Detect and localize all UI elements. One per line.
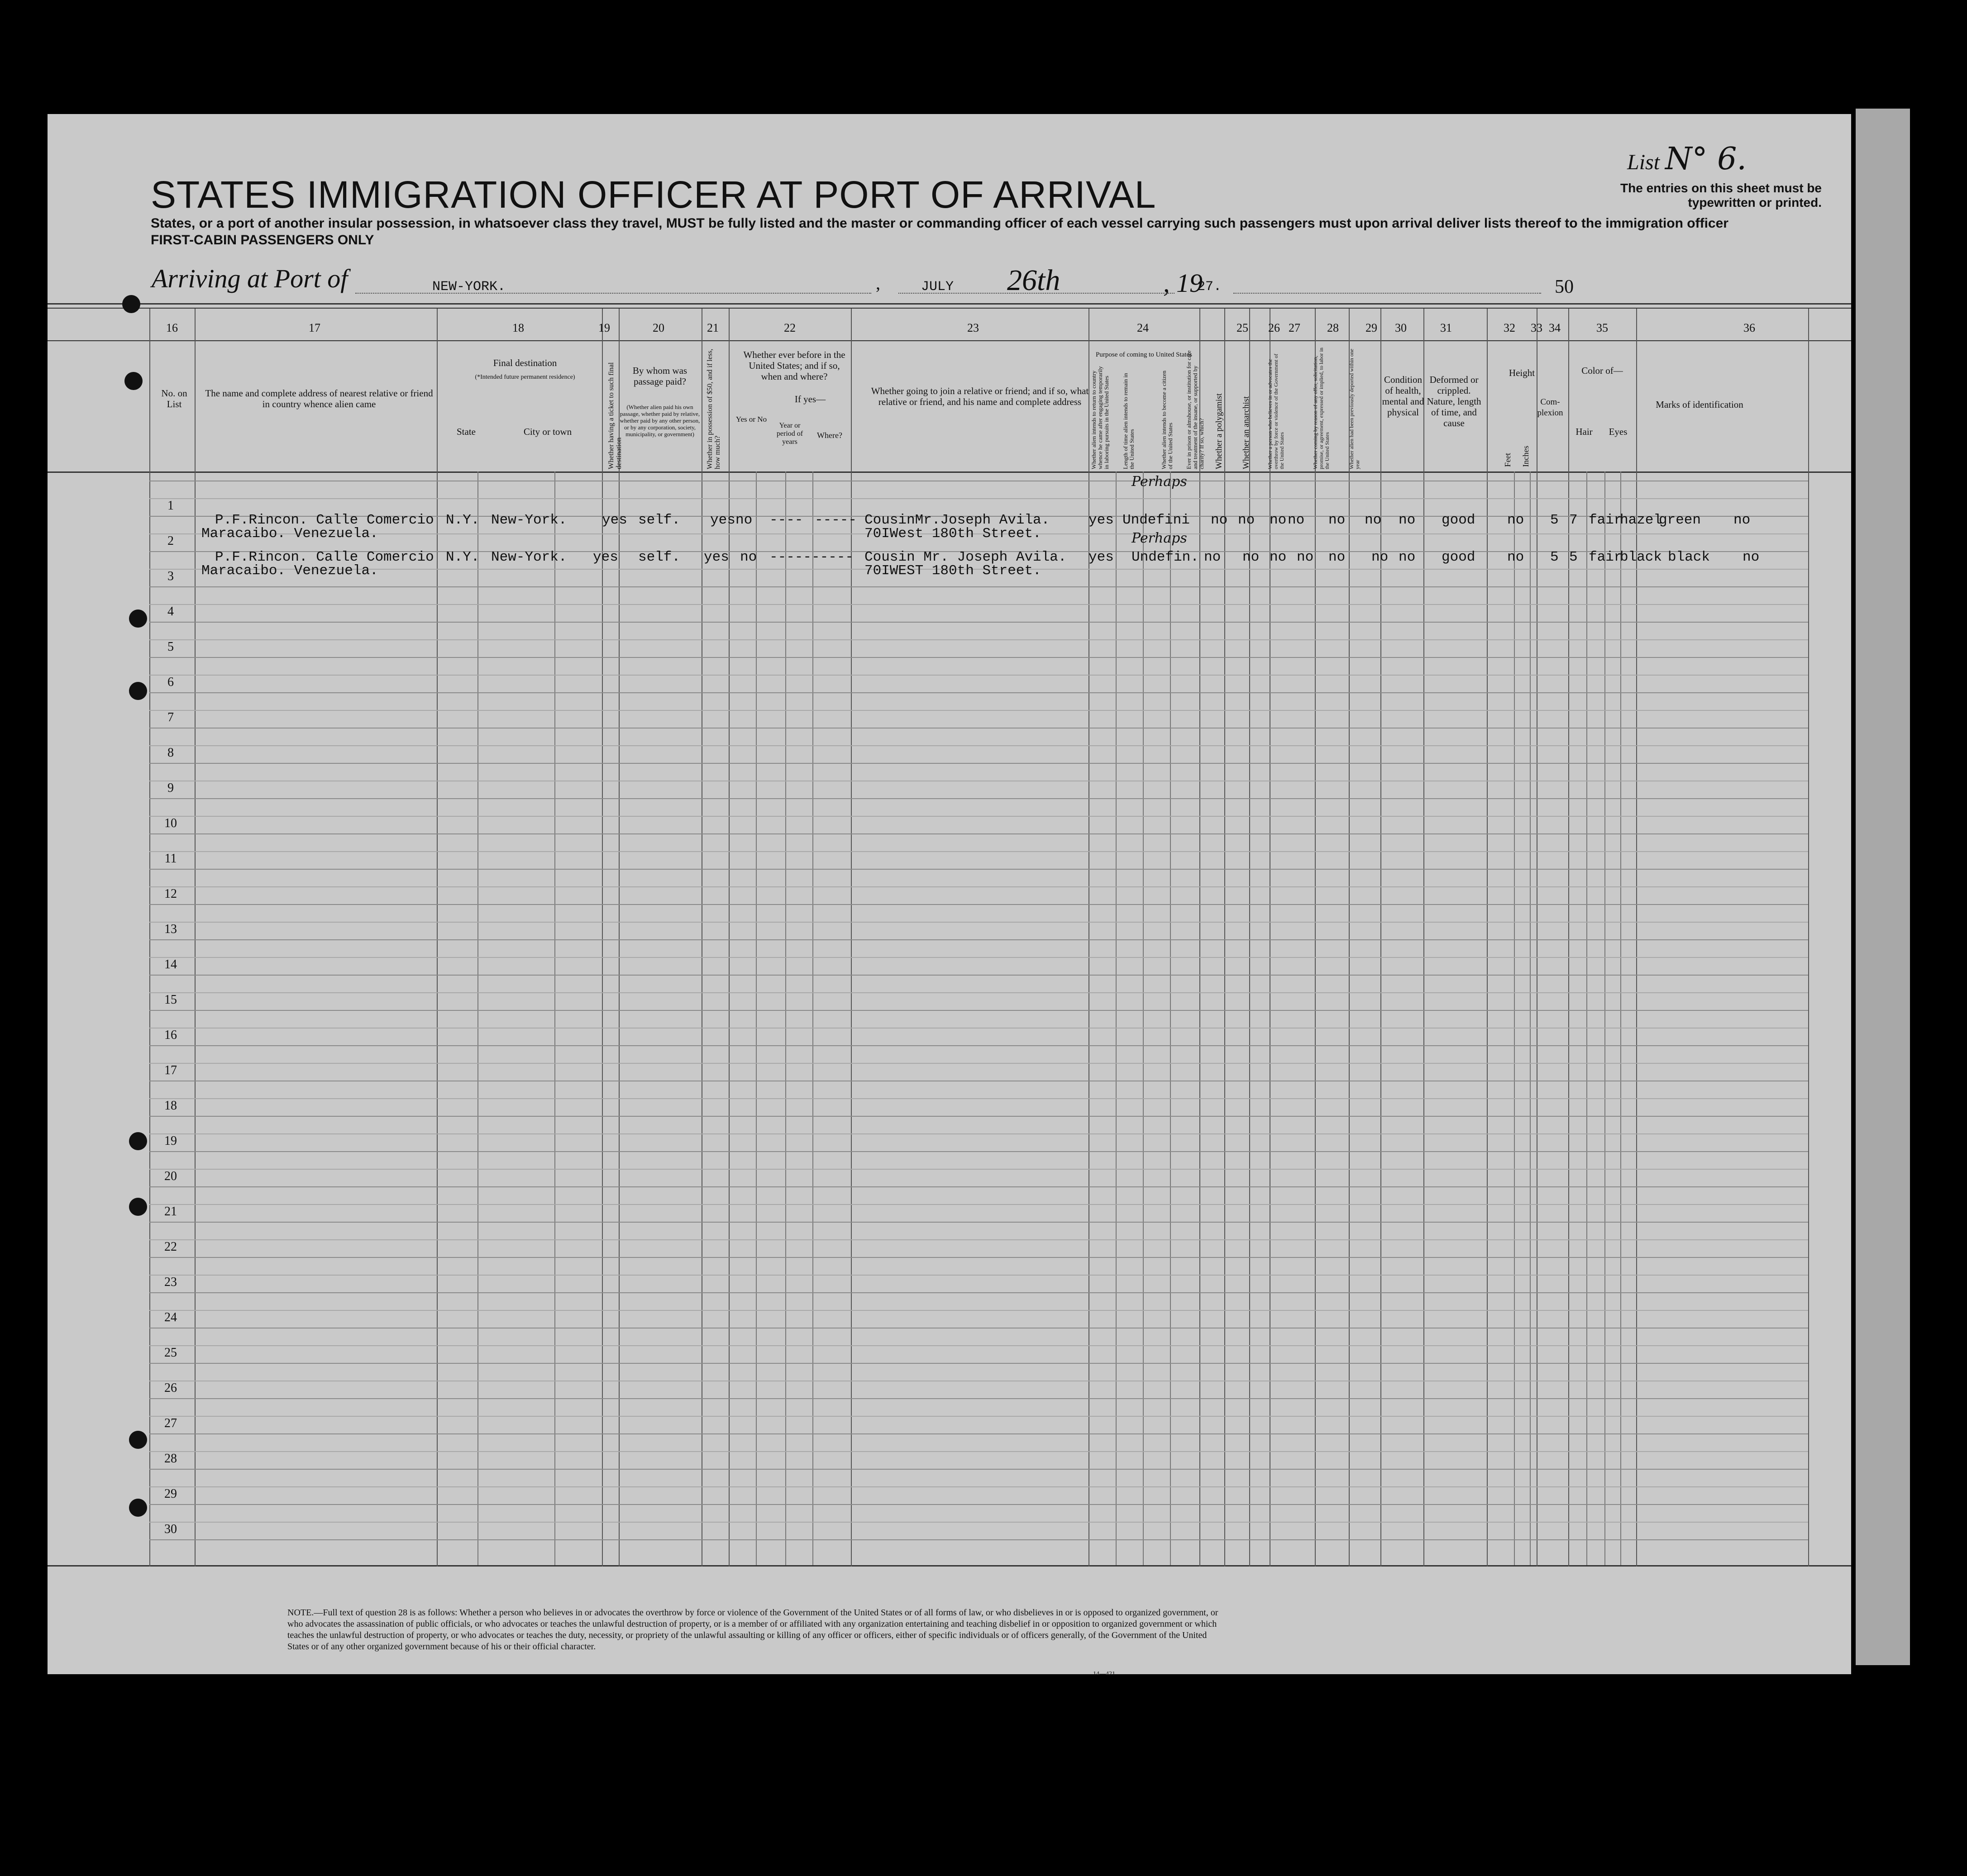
column-number: 32 [1504,321,1515,334]
row-line [149,1504,1808,1505]
column-divider [851,309,852,1567]
relative-address: P.F.Rincon. Calle Comercio [215,549,434,565]
day-value: 26th [1007,264,1060,297]
column-number: 16 [166,321,178,334]
column-divider [1249,309,1250,1567]
header-no-on-list: No. on List [161,388,187,409]
typewritten-notice: The entries on this sheet must be typewritten or printed. [1620,181,1822,210]
punch-hole [129,1499,147,1517]
header-if-yes: If yes— [794,394,826,405]
joining-relative: CousinMr.Joseph Avila. [864,512,1050,528]
row-number: 24 [164,1310,177,1324]
year-prefix: , 19 [1163,268,1203,298]
header-ticket: Whether having a ticket to such final destination [607,362,623,469]
header-passage-paid: By whom was passage paid? [632,365,687,387]
header-purpose-return: Whether alien intends to return to country whence he came after engaging temporarily in laboring pursuits in the United States [1090,366,1110,469]
comma: , [876,273,880,293]
purpose-citizen: no [1204,549,1221,565]
header-deported: Whether alien had been previously deported within one year [1348,348,1361,469]
header-complexion: Com-plexion [1537,397,1563,418]
column-number: 28 [1327,321,1339,334]
page-number: 50 [1555,276,1574,297]
polygamist: no [1270,512,1287,528]
city: New-York. [491,549,567,565]
row-line [149,1222,1808,1223]
row-line [149,1451,1808,1452]
row-number: 21 [164,1205,177,1219]
prison: no [1238,512,1255,528]
row-line [149,1292,1808,1293]
deformed: no [1507,512,1524,528]
row-number: 11 [164,852,177,866]
column-subdivider [812,471,813,1565]
purpose-length: Undefini [1122,512,1190,528]
row-line [149,851,1808,852]
header-year-period: Year or period of years [776,422,803,446]
row-line [149,1363,1808,1364]
column-number: 25 [1237,321,1248,334]
row-number: 29 [164,1487,177,1501]
row-number: 22 [164,1240,177,1254]
punch-hole [122,295,140,313]
row-number: 18 [164,1099,177,1113]
row-number: 1 [167,499,174,513]
column-number: 31 [1440,321,1452,334]
height-inches: 5 [1569,549,1578,565]
column-divider [619,309,620,1567]
header-possession-50: Whether in possession of $50, and if less, how much? [706,348,721,469]
punch-hole [124,372,143,390]
where: ----- [815,512,857,528]
ticket: yes [593,549,618,565]
row-line [149,710,1808,711]
row-number: 7 [167,710,174,724]
row-line [149,1522,1808,1523]
row-line [149,498,1808,499]
column-number: 35 [1596,321,1608,334]
table-bottom-rule [48,1565,1851,1567]
column-subdivider [1143,471,1144,1565]
colnum-rule [48,340,1851,341]
column-divider [1349,309,1350,1567]
column-divider [1568,309,1569,1567]
row-line [149,1345,1808,1346]
header-contract: Whether coming by reason of any offer, solicitation, promise, or agreement, expressed or implied, to labor in the United States [1312,348,1330,469]
header-joining-relative: Whether going to join a relative or friend; and if so, what relative or friend, and his name and complete address [871,386,1089,407]
handwritten-annotation-1: Perhaps [1132,474,1187,490]
header-inches: Inches [1521,446,1530,467]
row-number: 4 [167,605,174,619]
arriving-label: Arriving at Port of [152,264,348,293]
row-line [149,1398,1808,1399]
form-number: 14—421 [1093,1671,1115,1677]
row-number: 26 [164,1381,177,1395]
row-line [149,833,1808,834]
period: ---------- [769,549,854,565]
header-feet: Feet [1503,453,1512,467]
row-line [149,1116,1808,1117]
row-number: 30 [164,1522,177,1536]
handwritten-annotation-2: Perhaps [1132,530,1187,546]
manifest-sheet [48,114,1851,1677]
marks: no [1743,549,1760,565]
contract: no [1365,512,1382,528]
overthrow: no [1328,549,1346,565]
column-number: 26 [1268,321,1280,334]
column-divider [1315,309,1316,1567]
column-subdivider [1116,471,1117,1565]
condition: good [1442,549,1475,565]
column-subdivider [554,471,555,1565]
row-line [149,1275,1808,1276]
row-line [149,745,1808,746]
punch-hole [129,609,147,628]
contract: no [1371,549,1389,565]
row-line [149,1239,1808,1240]
row-line [149,675,1808,676]
row-line [149,1416,1808,1417]
row-line [149,886,1808,887]
row-number: 6 [167,675,174,689]
column-divider [1423,309,1424,1567]
row-line [149,1310,1808,1311]
overthrow: no [1328,512,1346,528]
row-line [149,1486,1808,1487]
joining-relative-address: 70IWest 180th Street. [864,526,1041,542]
passenger-class-label: FIRST-CABIN PASSENGERS ONLY [151,233,374,248]
hair: hazel [1620,512,1662,528]
column-number: 22 [784,321,796,334]
deformed: no [1507,549,1524,565]
column-number: 34 [1549,321,1561,334]
row-line [149,922,1808,923]
column-number: 19 [598,321,610,334]
possession-50: yes [710,512,735,528]
row-line [149,816,1808,817]
row-line [149,1169,1808,1170]
row-number: 13 [164,922,177,936]
deported: no [1399,549,1416,565]
polygamist: no [1270,549,1287,565]
row-line [149,657,1808,658]
row-line [149,1063,1808,1064]
header-deformed: Deformed or crippled. Nature, length of time, and cause [1427,374,1481,429]
port-value: NEW-YORK. [432,279,506,295]
row-line [149,639,1808,640]
row-number: 3 [167,569,174,583]
row-number: 10 [164,816,177,830]
row-line [149,1010,1808,1011]
row-line [149,939,1808,940]
purpose-return: yes [1089,549,1114,565]
list-number [1627,141,1747,177]
header-condition: Condition of health, mental and physical [1382,374,1424,418]
row-line [149,1469,1808,1470]
column-divider [602,309,603,1567]
complexion: fair [1589,512,1623,528]
column-subdivider [1170,471,1171,1565]
height-feet: 5 [1550,549,1559,565]
column-number: 27 [1289,321,1300,334]
city: New-York. [491,512,567,528]
row-line [149,992,1808,993]
prison: no [1242,549,1260,565]
row-line [149,904,1808,905]
header-final-destination-note: (*Intended future permanent residence) [475,374,575,381]
column-number: 23 [967,321,979,334]
trailing-dotted-line [1233,293,1541,294]
column-divider [437,309,438,1567]
purpose-return: yes [1089,512,1114,528]
row-line [149,1133,1808,1134]
row-line [149,1433,1808,1434]
hair: black [1620,549,1662,565]
punch-hole [129,1431,147,1449]
header-final-destination: Final destination [493,357,557,368]
header-overthrow: Whether a person who believes in or advocates the overthrow by force or violence of the Government of the United States [1267,353,1285,469]
before-us: no [735,512,753,528]
row-line [149,1204,1808,1205]
column-divider [1224,309,1225,1567]
height-inches: 7 [1569,512,1578,528]
state: N.Y. [446,512,480,528]
row-line [149,1151,1808,1152]
header-purpose-citizen: Whether alien intends to become a citizen of the United States [1160,370,1174,469]
column-divider [149,309,150,1567]
possession-50: yes [704,549,729,565]
row-number: 14 [164,957,177,971]
relative-address-cont: Maracaibo. Venezuela. [201,563,378,579]
column-subdivider [756,471,757,1565]
header-passage-note: (Whether alien paid his own passage, whether paid by relative, whether paid by any other person, or by any corporation, society, municipality, or government) [620,404,700,438]
row-line [149,763,1808,764]
column-divider [1808,309,1809,1567]
anarchist: no [1288,512,1305,528]
row-number: 27 [164,1416,177,1430]
column-number: 17 [309,321,320,334]
row-line [149,975,1808,976]
marks: no [1733,512,1751,528]
deported: no [1399,512,1416,528]
header-polygamist: Whether a polygamist [1214,393,1224,469]
purpose-length: Undefin. [1132,549,1199,565]
header-relative-country: The name and complete address of nearest relative or friend in country whence alien came [205,388,433,409]
column-number: 21 [707,321,719,334]
year-suffix: 27. [1197,279,1222,295]
row-number: 19 [164,1134,177,1148]
column-subdivider [785,471,786,1565]
row-number: 20 [164,1169,177,1183]
row-line [149,1098,1808,1099]
punch-hole [129,1198,147,1216]
list-value: N° 6. [1665,141,1747,177]
column-subdivider [477,471,478,1565]
header-prison: Ever in prison or almshouse, or institution for care and treatment of the insane, or supported by charity? If so, which? [1185,350,1205,469]
column-number: 33 [1531,321,1542,334]
header-eyes: Eyes [1609,426,1628,437]
before-us: no [740,549,757,565]
row-line [149,957,1808,958]
header-before-us: Whether ever before in the United States; and if so, when and where? [743,349,845,382]
column-number: 24 [1137,321,1149,334]
row-line [149,622,1808,623]
column-number: 30 [1395,321,1407,334]
header-bottom-rule [48,471,1851,473]
column-number: 20 [653,321,664,334]
height-feet: 5 [1550,512,1559,528]
row-number: 28 [164,1452,177,1466]
row-line [149,798,1808,799]
column-number: 29 [1365,321,1377,334]
punch-hole [129,682,147,700]
row-number: 17 [164,1063,177,1077]
row-line [149,692,1808,693]
header-marks: Marks of identification [1656,399,1743,410]
column-divider [1199,309,1200,1567]
paid-by: self. [638,549,681,565]
period: ---- [769,512,803,528]
row-number: 5 [167,640,174,654]
footer-note: NOTE.—Full text of question 28 is as follows: Whether a person who believes in or advocates the overthrow by force or violence of the Government of the United States or of all forms of law, or who disbelieves in or is opposed to organized government, or who advocates the assassination of public officials, or who advocates or teaches the unlawful destruction of property, or is a member of or affiliated with any organization entertaining and teaching disbelief in or opposition to organized government or which teaches the unlawful destruction of property, or who advocates or teaches the duty, necessity, or propriety of the unlawful assaulting or killing of any officer or officers, either of specific individuals or of officers generally, of the Government of the United States or of any other organized government because of his or their official character. [287,1608,1218,1652]
row-number: 2 [167,534,174,548]
header-height: Height [1509,367,1535,378]
header-purpose-length: Length of time alien intends to remain in the United States [1122,373,1135,469]
column-subdivider [1514,471,1515,1565]
row-line [149,1045,1808,1046]
condition: good [1442,512,1475,528]
row-line [149,1257,1808,1258]
row-number: 12 [164,887,177,901]
paid-by: self. [638,512,681,528]
header-anarchist: Whether an anarchist [1241,396,1251,469]
eyes: green [1659,512,1701,528]
header-state: State [457,426,476,437]
purpose-citizen: no [1211,512,1228,528]
joining-relative-address: 70IWEST 180th Street. [864,563,1041,579]
state: N.Y. [446,549,480,565]
adjacent-page-edge [1856,109,1910,1665]
form-title: STATES IMMIGRATION OFFICER AT PORT OF ARRIVAL [151,173,1156,216]
ticket: yes [602,512,627,528]
header-rule-second [48,308,1851,309]
column-number: 18 [512,321,524,334]
column-divider [1487,309,1488,1567]
header-yes-or-no: Yes or No [735,415,767,424]
header-city: City or town [523,426,572,437]
form-subtitle: States, or a port of another insular possession, in whatsoever class they travel, MUST be fully listed and the master or commanding officer of each vessel carrying such passengers must upon arrival deliver lists thereof to the immigration officer [151,216,1728,231]
header-where: Where? [817,431,842,440]
list-label: List [1627,150,1660,174]
column-subdivider [1586,471,1587,1565]
row-line [149,1186,1808,1187]
anarchist: no [1297,549,1314,565]
row-line [149,869,1808,870]
column-divider [195,309,196,1567]
relative-address-cont: Maracaibo. Venezuela. [201,526,378,542]
header-rule-top [48,303,1851,305]
column-divider [1636,309,1637,1567]
column-number: 36 [1743,321,1755,334]
relative-address: P.F.Rincon. Calle Comercio [215,512,434,528]
row-number: 25 [164,1346,177,1360]
column-subdivider [1604,471,1605,1565]
column-subdivider [1530,471,1531,1565]
row-line [149,1539,1808,1540]
header-hair: Hair [1576,426,1593,437]
row-line [149,604,1808,605]
header-purpose: Purpose of coming to United States [1096,351,1192,358]
row-number: 9 [167,781,174,795]
eyes: black [1668,549,1710,565]
column-divider [729,309,730,1567]
joining-relative: Cousin Mr. Joseph Avila. [864,549,1067,565]
row-line [149,586,1808,587]
row-number: 16 [164,1028,177,1042]
column-divider [1380,309,1381,1567]
punch-hole [129,1132,147,1150]
month-value: JULY [921,279,954,295]
column-subdivider [1620,471,1621,1565]
row-number: 8 [167,746,174,760]
row-number: 15 [164,993,177,1007]
complexion: fair [1589,549,1623,565]
row-number: 23 [164,1275,177,1289]
header-color-of: Color of— [1581,365,1623,376]
